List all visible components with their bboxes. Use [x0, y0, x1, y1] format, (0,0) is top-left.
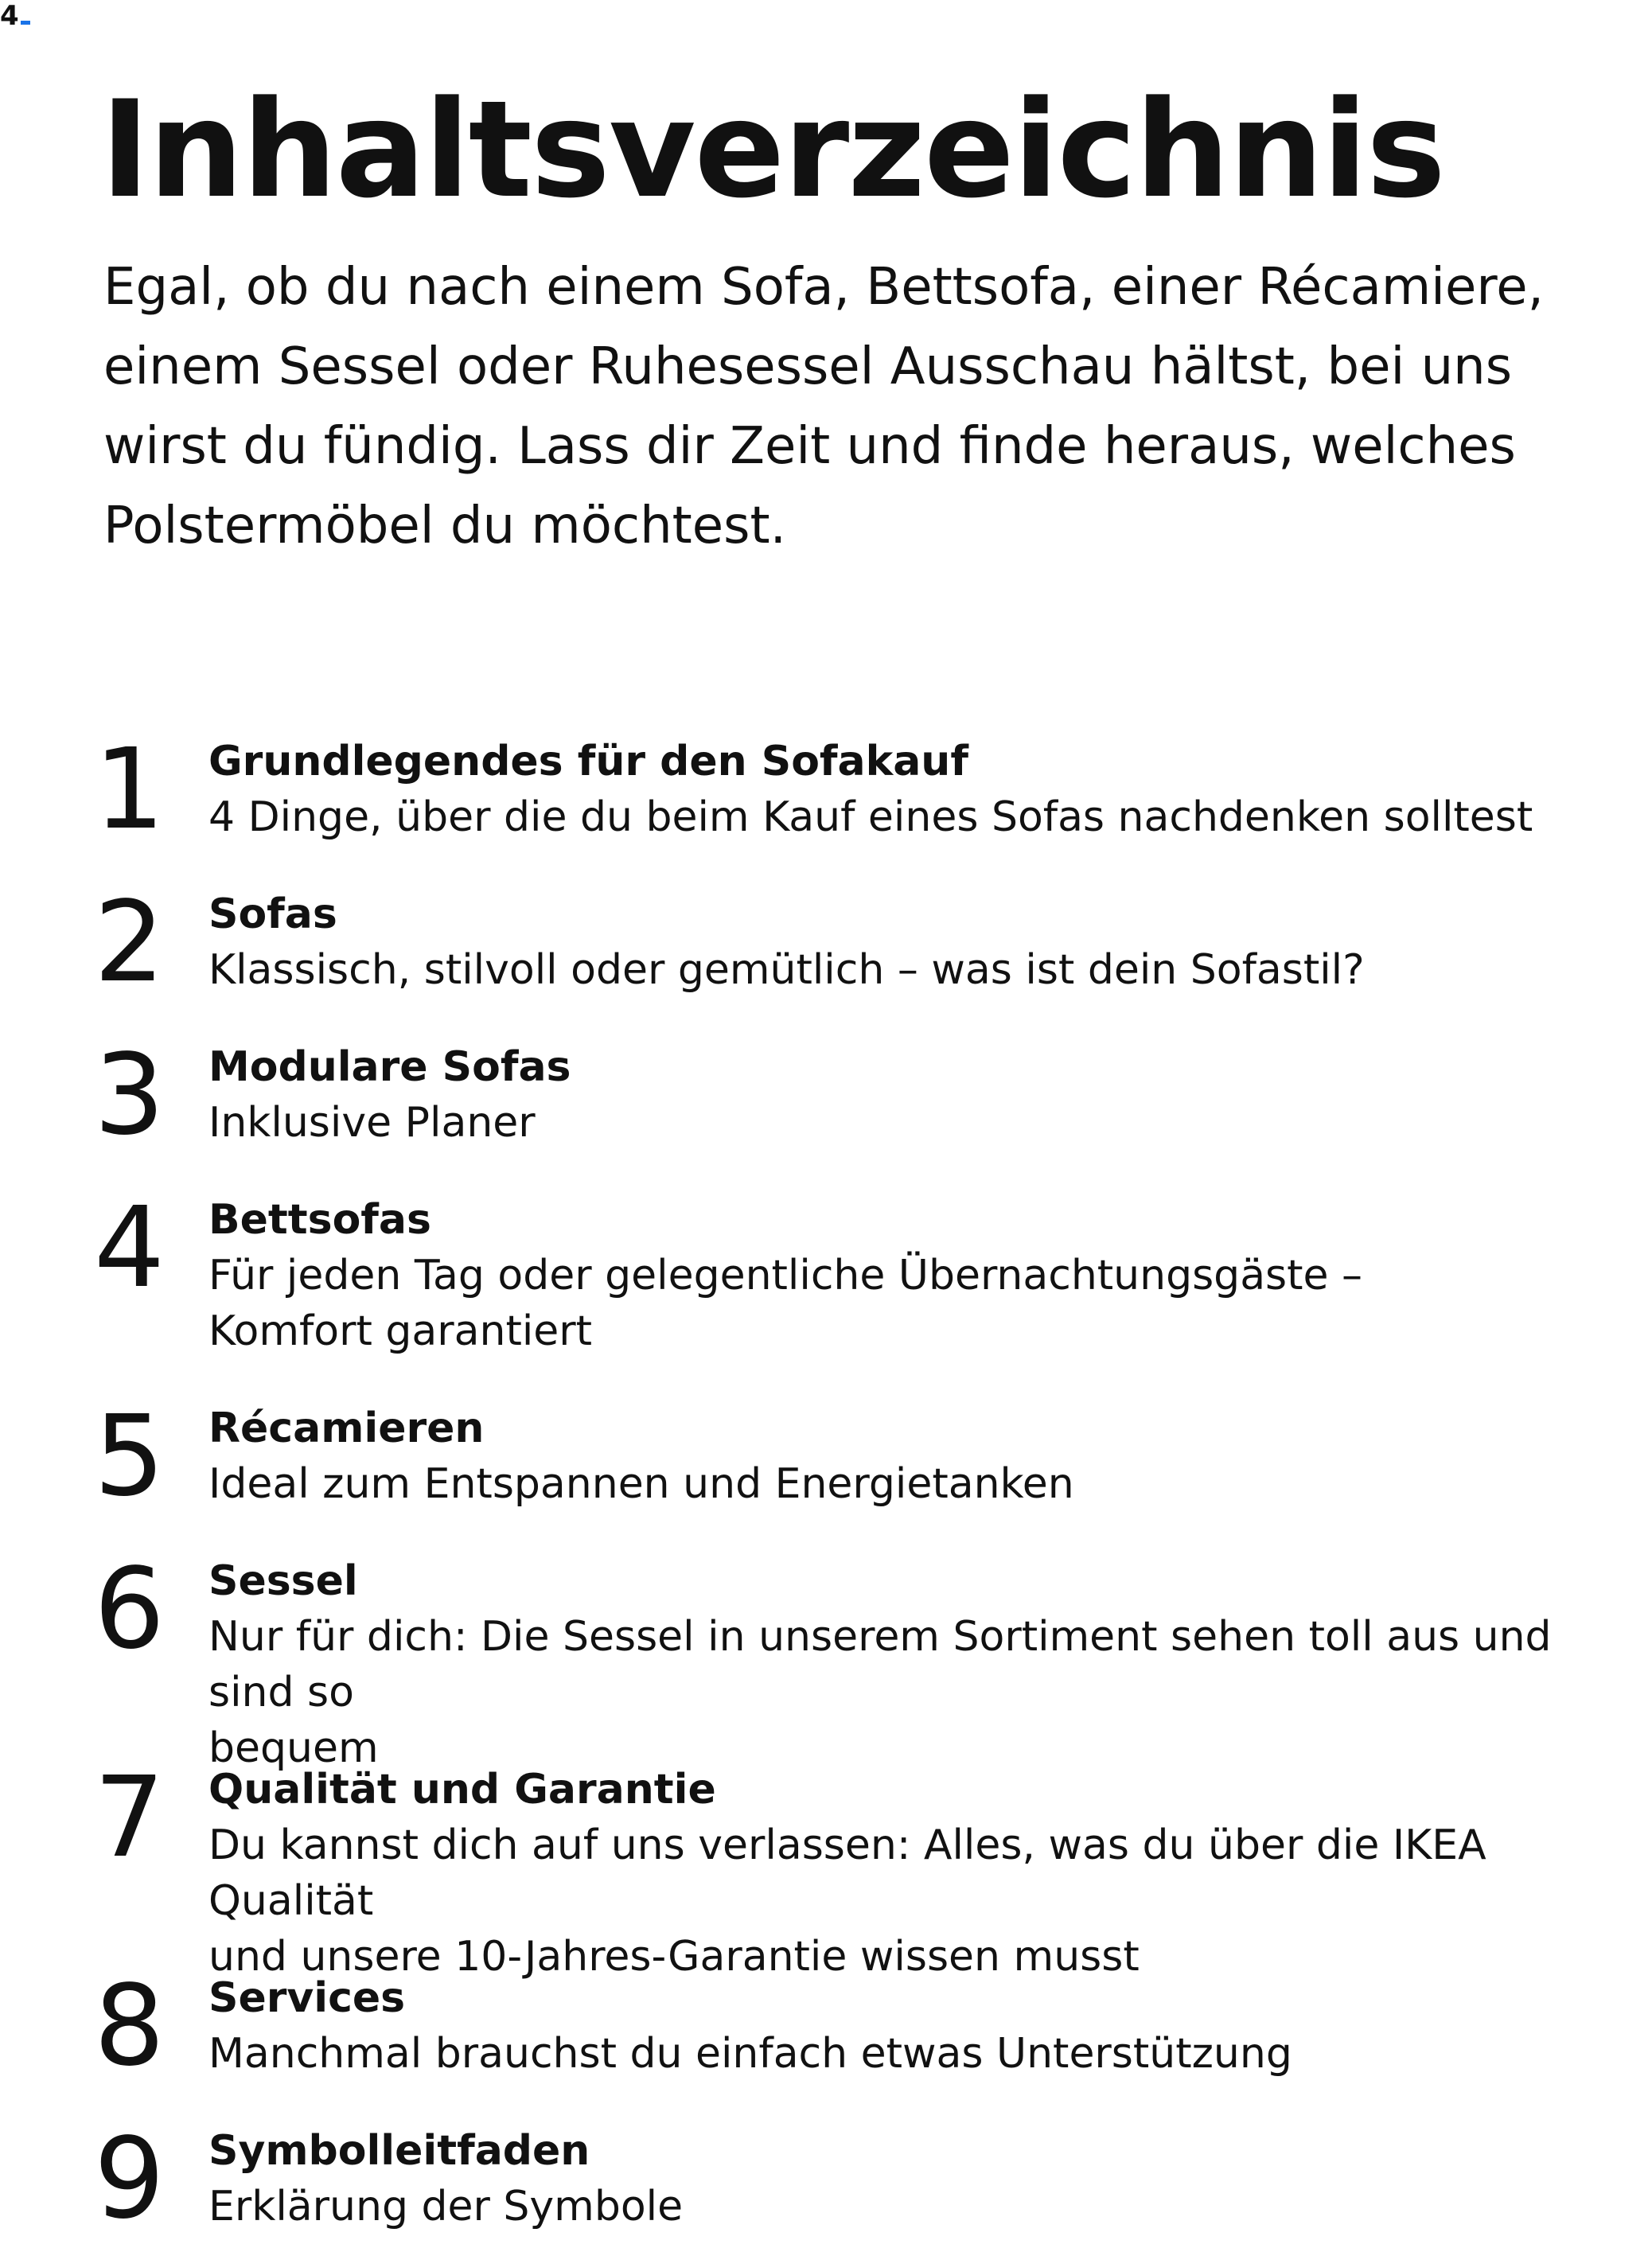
toc-text [208, 2123, 1649, 2234]
toc-number: 3 [94, 1030, 166, 1160]
toc-description: Nur für dich: Die Sessel in unserem Sortiment sehen toll aus und sind so bequem [208, 1613, 1552, 1772]
toc-heading: Symbolleitfaden [208, 2127, 590, 2175]
toc-description: Für jeden Tag oder gelegentliche Übernachtungsgäste – Komfort garantiert [208, 1252, 1363, 1355]
toc-heading: Qualität und Garantie [208, 1766, 716, 1814]
page-title: Inhaltsverzeichnis [100, 72, 1444, 228]
toc-text [208, 734, 1649, 845]
toc-number: 9 [94, 2114, 166, 2244]
toc-heading: Sofas [208, 890, 337, 938]
toc-number: 5 [94, 1392, 166, 1521]
toc-description: Du kannst dich auf uns verlassen: Alles, was du über die IKEA Qualität und unsere 10-Jahres-Garantie wissen musst [208, 1821, 1486, 1981]
intro-paragraph: Egal, ob du nach einem Sofa, Bettsofa, einer Récamiere, einem Sessel oder Ruhesessel Ausschau hältst, bei uns wirst du fündig. Lass dir Zeit und finde heraus, welches Polstermöbel du möchtest. [103, 258, 1544, 555]
toc-number: 2 [94, 878, 166, 1007]
toc-number: 8 [94, 1962, 166, 2091]
toc-description: Erklärung der Symbole [208, 2183, 684, 2230]
toc-text [208, 1970, 1649, 2082]
toc-text [208, 1039, 1649, 1151]
toc-description: Klassisch, stilvoll oder gemütlich – was ist dein Sofastil? [208, 946, 1365, 994]
toc-heading: Récamieren [208, 1404, 485, 1452]
toc-number: 7 [94, 1753, 166, 1883]
toc-description: Manchmal brauchst du einfach etwas Unterstützung [208, 2030, 1292, 2078]
toc-text [208, 1762, 1649, 1985]
toc-description: 4 Dinge, über die du beim Kauf eines Sofas nachdenken solltest [208, 793, 1533, 841]
toc-heading: Bettsofas [208, 1196, 431, 1244]
page-number-value: 4 [0, 0, 19, 32]
toc-text [208, 886, 1649, 998]
toc-description: Ideal zum Entspannen und Energietanken [208, 1460, 1074, 1508]
toc-heading: Grundlegendes für den Sofakauf [208, 738, 968, 785]
toc-text [208, 1553, 1649, 1776]
toc-text [208, 1192, 1649, 1359]
toc-number: 6 [94, 1545, 166, 1674]
toc-heading: Services [208, 1974, 406, 2022]
toc-number: 4 [94, 1183, 166, 1313]
toc-heading: Sessel [208, 1557, 358, 1605]
toc-number: 1 [94, 725, 166, 855]
toc-heading: Modulare Sofas [208, 1043, 571, 1091]
toc-text [208, 1401, 1649, 1512]
toc-description: Inklusive Planer [208, 1099, 536, 1147]
